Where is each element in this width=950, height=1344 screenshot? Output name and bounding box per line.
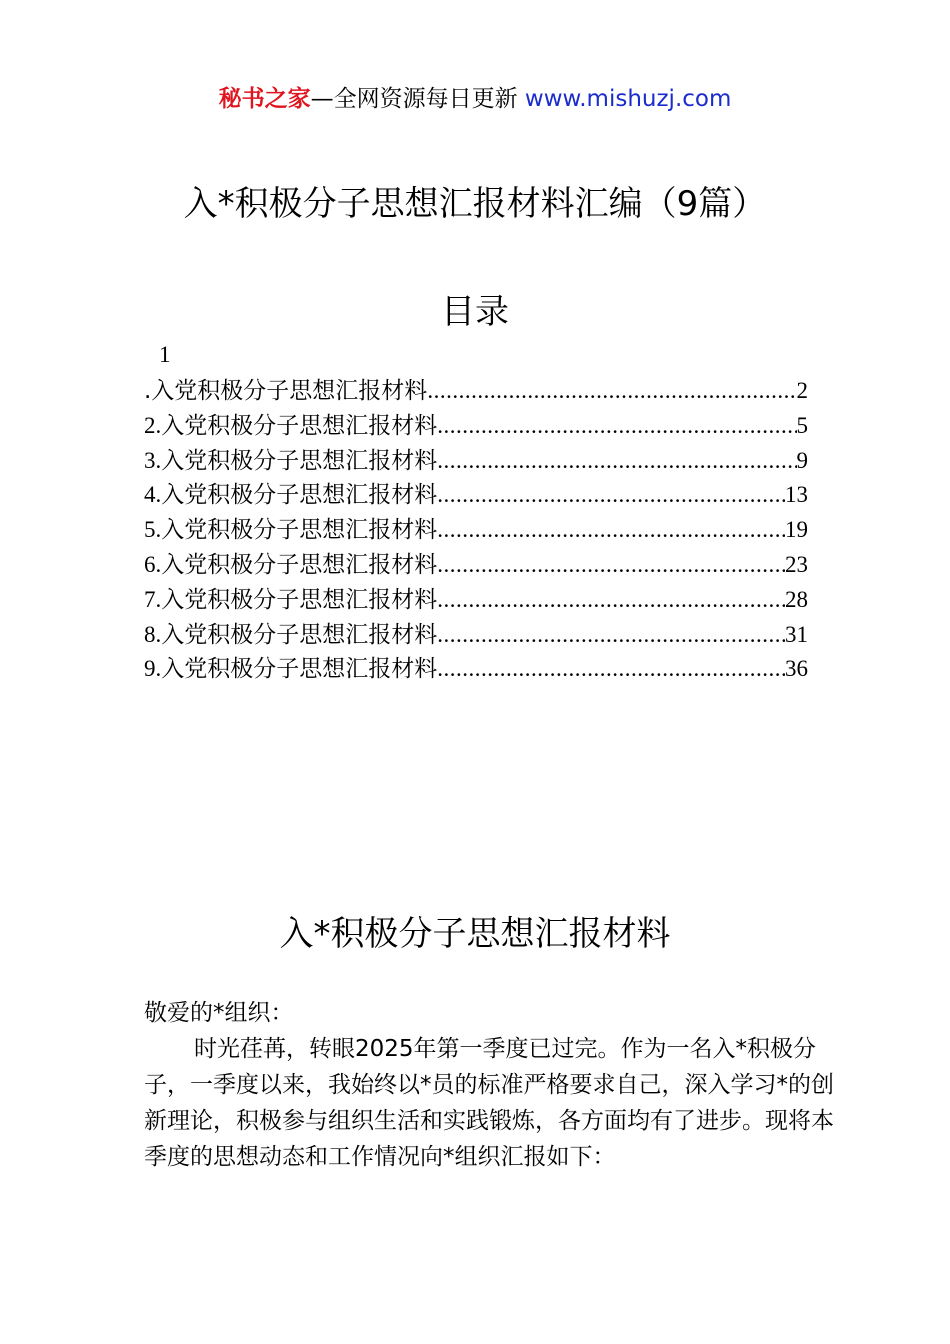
document-title: 入*积极分子思想汇报材料汇编（9篇）	[183, 184, 767, 224]
toc-page-number: 28	[785, 586, 808, 612]
toc-entry-number: 5.	[144, 517, 162, 543]
toc-entry-6[interactable]	[144, 548, 808, 583]
toc-leader-dots	[437, 583, 785, 618]
opening-paragraph: 时光荏苒，转眼2025年第一季度已过完。作为一名入*积极分子，一季度以来，我始终以*员的标准严格要求自己，深入学习*的创新理论，积极参与组织生活和实践锻炼，各方面均有了进步。现将本季度的思想动态和工作情况向*组织汇报如下：	[144, 1036, 834, 1170]
toc-entry-number: 7.	[144, 586, 162, 612]
toc-leader-dots	[437, 548, 785, 583]
toc-entry-text: 入党积极分子思想汇报材料	[161, 412, 438, 439]
toc-leader-dots	[437, 409, 796, 444]
toc-leader-dots	[437, 652, 785, 687]
site-banner	[0, 80, 950, 113]
report-body	[144, 995, 844, 1175]
toc-entry-5[interactable]	[144, 513, 808, 548]
toc-entry-2[interactable]	[144, 409, 808, 444]
toc-entry-number: 4.	[144, 482, 162, 508]
toc-page-number: 5	[796, 412, 808, 438]
toc-page-number: 2	[796, 378, 808, 403]
toc-entry-number: 8.	[144, 621, 162, 647]
toc-entry-text: 入党积极分子思想汇报材料	[161, 517, 438, 544]
toc-leader-dots	[437, 444, 796, 479]
toc-page-number: 31	[785, 621, 808, 647]
toc-entry-text: 入党积极分子思想汇报材料	[161, 586, 438, 613]
toc-entry-text: .入党积极分子思想汇报材料	[144, 378, 428, 404]
toc-heading: 目录	[441, 292, 509, 332]
toc-page-number: 13	[785, 482, 808, 508]
table-of-contents	[144, 374, 808, 687]
toc-entry-number: 3.	[144, 447, 162, 473]
toc-leader-dots	[437, 513, 785, 548]
toc-page-number: 19	[785, 517, 808, 543]
salutation: 敬爱的*组织：	[144, 1000, 294, 1026]
toc-entry-number: 9.	[144, 656, 162, 682]
toc-entry-text: 入党积极分子思想汇报材料	[161, 551, 438, 578]
toc-page-number: 9	[796, 447, 808, 473]
toc-entry-text: 入党积极分子思想汇报材料	[161, 621, 438, 648]
toc-leader-dots	[437, 478, 785, 513]
toc-page-number: 36	[785, 656, 808, 682]
toc-entry-text: 入党积极分子思想汇报材料	[161, 482, 438, 509]
toc-entry-text: 入党积极分子思想汇报材料	[161, 447, 438, 474]
toc-entry-number: 2.	[144, 412, 162, 438]
site-url-link[interactable]: www.mishuzj.com	[524, 86, 732, 112]
toc-page-number: 23	[785, 551, 808, 577]
toc-entry-text: 入党积极分子思想汇报材料	[161, 656, 438, 683]
toc-entry-9[interactable]	[144, 652, 808, 687]
toc-entry-number: 6.	[144, 551, 162, 577]
toc-first-number: 1	[159, 342, 171, 367]
toc-leader-dots	[437, 618, 785, 653]
toc-entry-8[interactable]	[144, 618, 808, 653]
toc-leader-dots	[427, 374, 796, 409]
brand-name: 秘书之家	[218, 86, 311, 112]
toc-entry-4[interactable]	[144, 478, 808, 513]
section-title: 入*积极分子思想汇报材料	[279, 914, 671, 954]
toc-entry-7[interactable]	[144, 583, 808, 618]
toc-entry-1[interactable]	[144, 374, 808, 409]
toc-entry-3[interactable]	[144, 444, 808, 479]
brand-slogan: —全网资源每日更新	[310, 86, 518, 112]
